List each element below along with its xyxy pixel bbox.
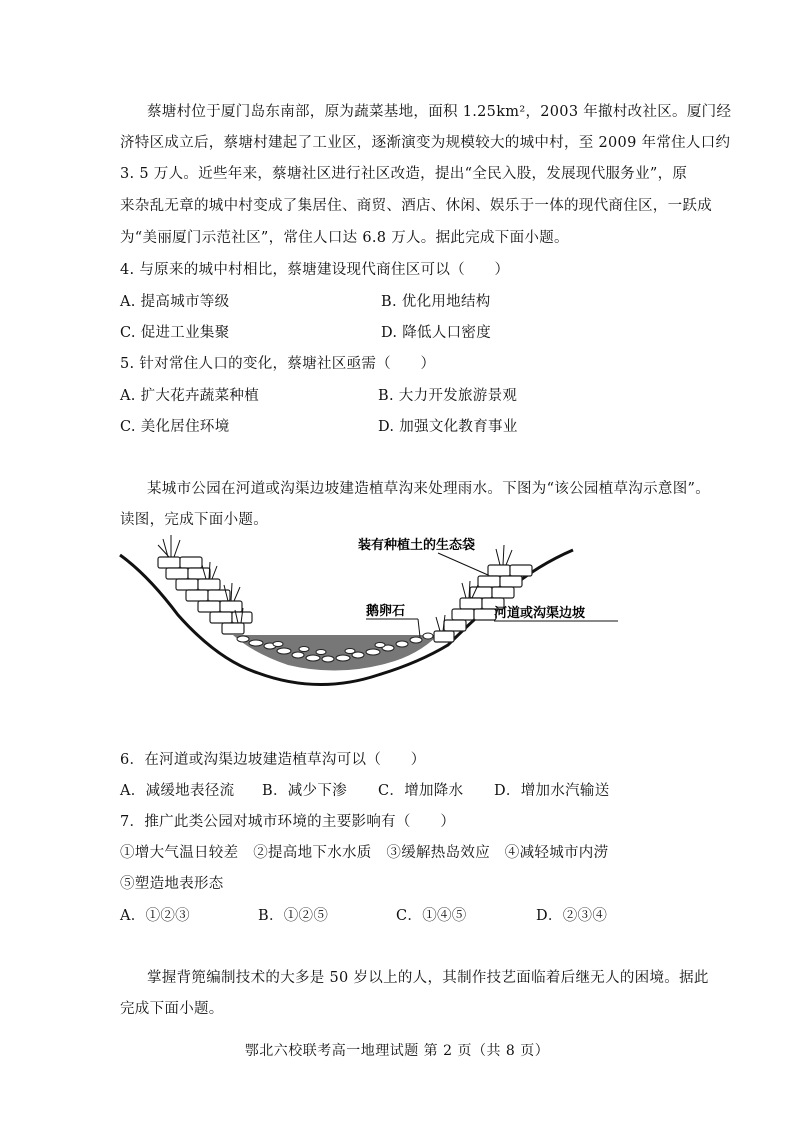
passage2-line2: 读图，完成下面小题。 (120, 512, 268, 528)
q4-option-a: A. 提高城市等级 (120, 294, 230, 310)
passage2-line1: 某城市公园在河道或沟渠边坡建造植草沟来处理雨水。下图为“该公园植草沟示意图”。 (147, 481, 711, 497)
q7-stem: 7．推广此类公园对城市环境的主要影响有（ ） (120, 814, 456, 830)
passage1-line1: 蔡塘村位于厦门岛东南部，原为蔬菜基地，面积 1.25km²，2003 年撤村改社区。厦门经 (147, 104, 732, 120)
q5-option-c: C. 美化居住环境 (120, 419, 230, 435)
q7-option-d: D．②③④ (536, 908, 608, 924)
q4-stem: 4. 与原来的城中村相比，蔡塘建设现代商住区可以（ ） (120, 262, 510, 278)
right-eco-bags (434, 565, 532, 642)
q6-option-d: D．增加水汽输送 (494, 783, 610, 799)
grass-swale-diagram (118, 535, 638, 695)
label-slope: 河道或沟渠边坡 (494, 606, 586, 621)
q5-stem: 5. 针对常住人口的变化，蔡塘社区亟需（ ） (120, 356, 436, 372)
q6-stem: 6．在河道或沟渠边坡建造植草沟可以（ ） (120, 752, 426, 768)
q7-option-c: C．①④⑤ (396, 908, 467, 924)
q4-option-c: C. 促进工业集聚 (120, 325, 230, 341)
q6-option-b: B．减少下渗 (262, 783, 347, 799)
passage3-line1: 掌握背篼编制技术的大多是 50 岁以上的人，其制作技艺面临着后继无人的困境。据此 (147, 970, 709, 986)
passage1-line4: 来杂乱无章的城中村变成了集居住、商贸、酒店、休闲、娱乐于一体的现代商住区，一跃成 (120, 198, 712, 214)
label-eco-bag: 装有种植土的生态袋 (358, 538, 476, 553)
q6-option-a: A．减缓地表径流 (120, 783, 235, 799)
label-pebble: 鹅卵石 (366, 604, 406, 619)
q6-option-c: C．增加降水 (378, 783, 464, 799)
passage1-line3: 3. 5 万人。近些年来，蔡塘社区进行社区改造，提出“全民入股，发展现代服务业”，原 (120, 166, 688, 182)
page-footer: 鄂北六校联考高一地理试题 第 2 页（共 8 页） (244, 1043, 550, 1059)
q4-option-b: B. 优化用地结构 (381, 294, 491, 310)
q4-option-d: D. 降低人口密度 (381, 325, 492, 341)
leader-eco-bag (438, 553, 488, 575)
q7-option-b: B．①②⑤ (258, 908, 329, 924)
passage1-line2: 济特区成立后，蔡塘村建起了工业区，逐渐演变为规模较大的城中村，至 2009 年常住人口约 (120, 135, 731, 151)
passage3-line2: 完成下面小题。 (120, 1001, 224, 1017)
q7-option-a: A．①②③ (120, 908, 190, 924)
q5-option-a: A. 扩大花卉蔬菜种植 (120, 388, 259, 404)
q5-option-b: B. 大力开发旅游景观 (378, 388, 518, 404)
q7-items-line2: ⑤塑造地表形态 (120, 876, 224, 892)
leader-pebble (418, 619, 420, 637)
passage1-line5: 为“美丽厦门示范社区”，常住人口达 6.8 万人。据此完成下面小题。 (120, 230, 569, 246)
q7-items-line1: ①增大气温日较差 ②提高地下水水质 ③缓解热岛效应 ④减轻城市内涝 (120, 845, 609, 861)
q5-option-d: D. 加强文化教育事业 (378, 419, 518, 435)
